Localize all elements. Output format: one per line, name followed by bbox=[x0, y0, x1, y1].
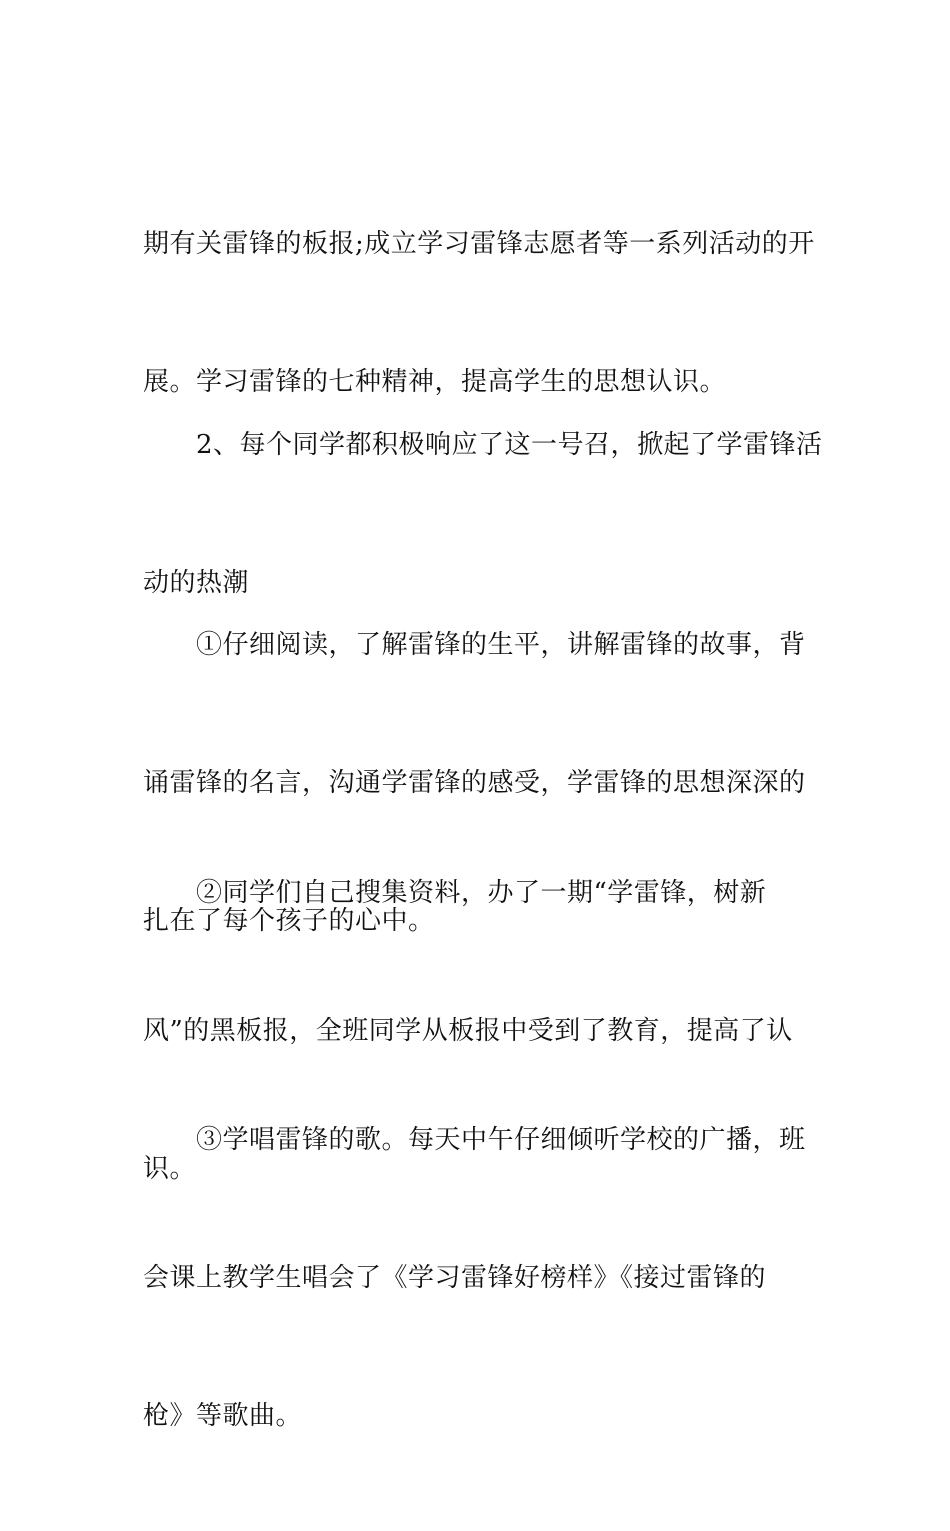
text-line: ③学唱雷锋的歌。每天中午仔细倾听学校的广播，班 bbox=[143, 1125, 806, 1155]
text-line: 动的热潮 bbox=[143, 568, 250, 598]
text-line: 期有关雷锋的板报;成立学习雷锋志愿者等一系列活动的开 bbox=[143, 229, 815, 259]
text-line: 风”的黑板报，全班同学从板报中受到了教育，提高了认 bbox=[143, 1016, 793, 1046]
text-line: 识。 bbox=[143, 1154, 197, 1184]
paragraph-item-3 bbox=[143, 1025, 808, 1531]
text-line: 诵雷锋的名言，沟通学雷锋的感受，学雷锋的思想深深的 bbox=[143, 768, 806, 798]
text-line: 枪》等歌曲。 bbox=[143, 1401, 303, 1431]
text-line: ①仔细阅读，了解雷锋的生平，讲解雷锋的故事，背 bbox=[143, 630, 806, 660]
text-line: ②同学们自己搜集资料，办了一期“学雷锋，树新 bbox=[143, 878, 767, 908]
text-line: 扎在了每个孩子的心中。 bbox=[143, 906, 435, 936]
text-line: 2、每个同学都积极响应了这一号召，掀起了学雷锋活 bbox=[143, 430, 823, 460]
text-line: 会课上教学生唱会了《学习雷锋好榜样》《接过雷锋的 bbox=[143, 1263, 767, 1293]
text-line: 展。学习雷锋的七种精神，提高学生的思想认识。 bbox=[143, 367, 727, 397]
